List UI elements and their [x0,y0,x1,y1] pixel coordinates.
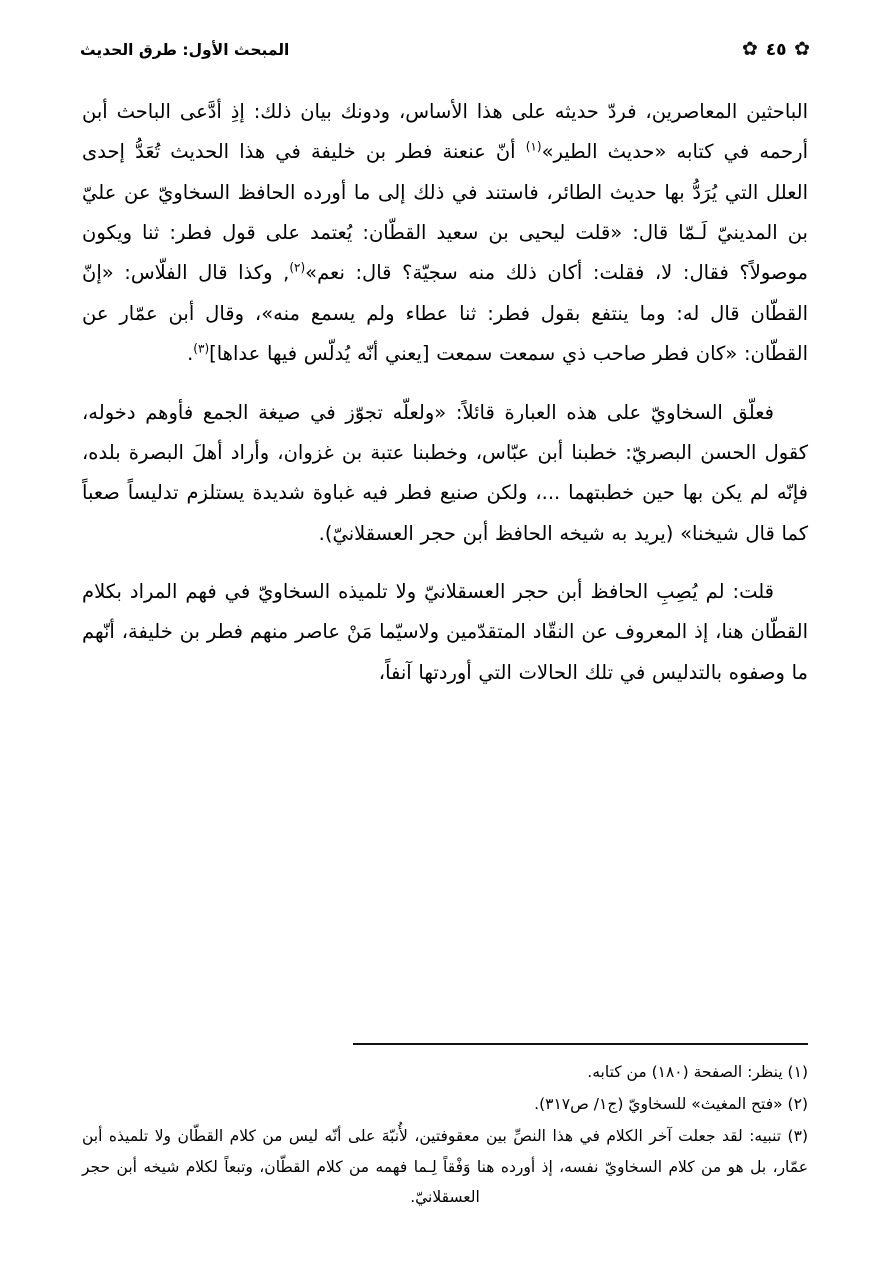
running-head-title: المبحث الأول: طرق الحديث [80,41,290,59]
paragraph-1-text: الباحثين المعاصرين، فردّ حديثه على هذا الأساس، ودونك بيان ذلك: إذِ أدَّعى الباحث أبن أرحمه في كتابه «حديث الطير» [82,100,809,164]
footnote-marker-2[interactable]: (٢) [289,260,306,275]
paragraph-1-text-b: أنّ عنعنة فطر بن خليفة في هذا الحديث تُعَدُّ إحدى العلل التي يُرَدُّ بها حديث الطائر، فاستند في ذلك إلى ما أورده الحافظ السخاويّ عن عليّ بن المدينيّ لَـمّا قال: «قلت ليحيى بن سعيد القطّان: يُعتمد على قول فطر: ثنا ويكون موصولاً؟ فقال: لا، فقلت: أكان ذلك منه سجيّة؟ قال: نعم» [82,140,808,285]
footnote-item: (٢) «فتح المغيث» للسخاويّ (ج١/ ص٣١٧). [534,1095,808,1114]
paragraph-1-text-c: , وكذا قال الفلّاس: «إنّ القطّان قال له: وما ينتفع بقول فطر: ثنا عطاء ولم يسمع منه»، وقال أبن عمّار عن القطّان: «كان فطر صاحب ذي سمعت سمعت [يعني أنّه يُدلّس فيها عداها] [82,261,808,366]
ornament-icon: ✿ [794,37,810,60]
page-number-block [742,37,810,60]
paragraph-1-text-d: . [187,342,194,366]
page-header [80,30,810,70]
footnote-list [82,1057,808,1212]
paragraph-2: فعلّق السخاويّ على هذه العبارة قائلاً: «ولعلّه تجوّز في صيغة الجمع فأوهم دخوله، كقول الحسن البصريّ: خطبنا أبن عبّاس، وخطبنا عتبة بن غزوان، وأراد أهلَ البصرة بلده، فإنّه لم يكن بها حين خطبتهما ...، ولكن صنيع فطر فيه غباوة شديدة يستلزم تدليساً صعباً كما قال شيخنا» (يريد به شيخه الحافظ أبن حجر العسقلانيّ). [82,400,808,545]
footnote-separator [353,1043,808,1045]
footnote-marker-3[interactable]: (٣) [193,341,210,356]
ornament-mirrored-icon: ✿ [742,37,759,60]
footnotes-section [82,1043,808,1214]
footnote-item: (١) ينظر: الصفحة (١٨٠) من كتابه. [587,1062,808,1081]
paragraph-1 [82,92,808,375]
paragraph-3: قلت: لم يُصِبِ الحافظ أبن حجر العسقلانيّ ولا تلميذه السخاويّ في فهم المراد بكلام القطّان هنا، إذ المعروف عن النقّاد المتقدّمين ولاسيّما مَنْ عاصر منهم فطر بن خليفة، أنّهم ما وصفوه بالتدليس في تلك الحالات التي أوردتها آنفاً، [82,579,808,684]
page-number: ٤٥ [765,40,787,60]
footnote-item: (٣) تنبيه: لقد جعلت آخر الكلام في هذا النصِّ بين معقوفتين، لأُنبّهَ على أنّه ليس من كلام القطّان ولا تلميذه أبن عمّار، بل هو من كلام السخاويّ نفسه، إذ أورده هنا وَفْقاً لِـما فهمه من كلام القطّان، وتبعاً لكلام شيخه أبن حجر العسقلانيّ. [82,1127,808,1206]
page-body [82,92,808,711]
footnote-marker-1[interactable]: (١) [525,139,542,154]
